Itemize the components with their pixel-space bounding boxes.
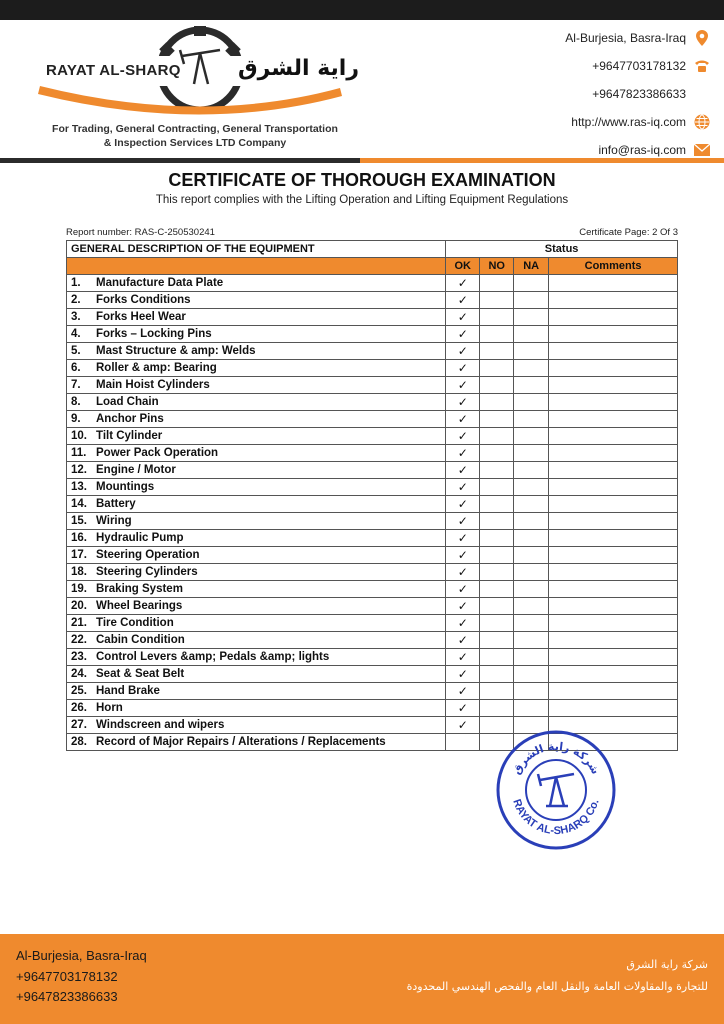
footer-ar-line-1: شركة راية الشرق <box>626 958 708 971</box>
row-item <box>67 683 446 700</box>
table-row <box>67 547 678 564</box>
row-na <box>514 309 549 326</box>
row-label: Tire Condition <box>96 617 174 629</box>
row-no <box>480 462 514 479</box>
table-row <box>67 462 678 479</box>
contact-phone-2-text: +9647823386633 <box>592 87 686 101</box>
row-no <box>480 275 514 292</box>
row-ok: ✓ <box>446 343 480 360</box>
contact-phone-2 <box>510 80 710 108</box>
row-na <box>514 428 549 445</box>
row-no <box>480 411 514 428</box>
envelope-icon <box>694 142 710 158</box>
row-comments <box>549 666 678 683</box>
table-row <box>67 632 678 649</box>
row-no <box>480 615 514 632</box>
row-ok: ✓ <box>446 377 480 394</box>
row-ok: ✓ <box>446 632 480 649</box>
row-label: Hand Brake <box>96 685 160 697</box>
table-row <box>67 411 678 428</box>
row-na <box>514 411 549 428</box>
contact-address <box>510 24 710 52</box>
row-item <box>67 615 446 632</box>
report-number: Report number: RAS-C-250530241 <box>66 227 215 238</box>
row-item <box>67 479 446 496</box>
row-label: Engine / Motor <box>96 464 176 476</box>
row-ok: ✓ <box>446 496 480 513</box>
table-row <box>67 513 678 530</box>
row-no <box>480 496 514 513</box>
contact-block <box>510 24 710 164</box>
row-label: Mast Structure & amp: Welds <box>96 345 256 357</box>
table-row <box>67 360 678 377</box>
row-number: 12. <box>71 464 87 476</box>
row-na <box>514 530 549 547</box>
row-na <box>514 632 549 649</box>
row-label: Roller & amp: Bearing <box>96 362 217 374</box>
table-row <box>67 292 678 309</box>
col-comments: Comments <box>549 258 678 275</box>
row-comments <box>549 496 678 513</box>
subheader-blank <box>67 258 446 275</box>
row-ok: ✓ <box>446 598 480 615</box>
table-row <box>67 683 678 700</box>
footer-ar-line-2: للتجارة والمقاولات العامة والنقل العام والفحص الهندسي المحدودة <box>406 980 708 993</box>
row-ok: ✓ <box>446 666 480 683</box>
row-label: Manufacture Data Plate <box>96 277 224 289</box>
row-label: Load Chain <box>96 396 159 408</box>
row-comments <box>549 360 678 377</box>
row-no <box>480 428 514 445</box>
row-item <box>67 377 446 394</box>
row-ok: ✓ <box>446 564 480 581</box>
row-label: Record of Major Repairs / Alterations / Replacements <box>96 736 386 748</box>
row-label: Main Hoist Cylinders <box>96 379 210 391</box>
row-number: 24. <box>71 668 87 680</box>
globe-icon <box>694 114 710 130</box>
table-row <box>67 343 678 360</box>
row-comments <box>549 547 678 564</box>
header-dark-rule <box>0 158 360 163</box>
row-ok: ✓ <box>446 411 480 428</box>
table-row <box>67 598 678 615</box>
row-comments <box>549 428 678 445</box>
row-item <box>67 513 446 530</box>
table-row <box>67 666 678 683</box>
row-number: 28. <box>71 736 87 748</box>
letterhead <box>0 20 724 160</box>
stamp-text-top: شركة راية الشرق <box>509 739 603 777</box>
row-ok: ✓ <box>446 394 480 411</box>
table-header-row <box>67 241 678 258</box>
row-no <box>480 292 514 309</box>
row-ok: ✓ <box>446 683 480 700</box>
row-comments <box>549 530 678 547</box>
row-item <box>67 360 446 377</box>
table-row <box>67 428 678 445</box>
row-item <box>67 632 446 649</box>
company-stamp <box>494 728 618 852</box>
row-na <box>514 479 549 496</box>
row-no <box>480 394 514 411</box>
row-number: 6. <box>71 362 81 374</box>
footer <box>0 934 724 1024</box>
row-no <box>480 581 514 598</box>
stamp-graphic <box>494 728 618 852</box>
row-no <box>480 326 514 343</box>
row-no <box>480 513 514 530</box>
row-na <box>514 292 549 309</box>
table-row <box>67 377 678 394</box>
row-no <box>480 445 514 462</box>
row-no <box>480 649 514 666</box>
row-label: Power Pack Operation <box>96 447 219 459</box>
row-item <box>67 564 446 581</box>
footer-address: Al-Burjesia, Basra-Iraq <box>16 948 147 963</box>
row-number: 19. <box>71 583 87 595</box>
row-item <box>67 717 446 734</box>
row-no <box>480 700 514 717</box>
table-row <box>67 496 678 513</box>
row-ok: ✓ <box>446 360 480 377</box>
row-number: 8. <box>71 396 81 408</box>
examination-table <box>66 240 678 751</box>
tagline-line-2: & Inspection Services LTD Company <box>103 137 287 149</box>
row-label: Control Levers &amp; Pedals &amp; lights <box>96 651 330 663</box>
row-ok: ✓ <box>446 513 480 530</box>
row-na <box>514 496 549 513</box>
row-comments <box>549 445 678 462</box>
row-number: 16. <box>71 532 87 544</box>
certificate-page: Certificate Page: 2 Of 3 <box>579 227 678 238</box>
row-ok: ✓ <box>446 581 480 598</box>
row-item <box>67 666 446 683</box>
row-ok: ✓ <box>446 309 480 326</box>
row-number: 4. <box>71 328 81 340</box>
row-item <box>67 462 446 479</box>
company-name-ar: راية الشرق <box>238 56 360 81</box>
row-comments <box>549 394 678 411</box>
report-meta <box>66 227 678 238</box>
row-na <box>514 547 549 564</box>
row-item <box>67 734 446 751</box>
row-comments <box>549 292 678 309</box>
row-no <box>480 309 514 326</box>
row-comments <box>549 581 678 598</box>
row-no <box>480 377 514 394</box>
row-item <box>67 530 446 547</box>
row-number: 7. <box>71 379 81 391</box>
row-number: 25. <box>71 685 87 697</box>
row-number: 5. <box>71 345 81 357</box>
row-label: Seat & Seat Belt <box>96 668 185 680</box>
row-no <box>480 530 514 547</box>
row-comments <box>549 598 678 615</box>
row-number: 11. <box>71 447 87 459</box>
row-item <box>67 411 446 428</box>
row-ok: ✓ <box>446 428 480 445</box>
row-item <box>67 581 446 598</box>
row-no <box>480 547 514 564</box>
row-comments <box>549 326 678 343</box>
row-label: Braking System <box>96 583 183 595</box>
contact-email-text[interactable]: info@ras-iq.com <box>598 143 686 157</box>
row-comments <box>549 479 678 496</box>
row-item <box>67 547 446 564</box>
row-ok: ✓ <box>446 530 480 547</box>
row-item <box>67 445 446 462</box>
footer-phone-2: +9647823386633 <box>16 989 118 1004</box>
row-label: Cabin Condition <box>96 634 185 646</box>
row-item <box>67 326 446 343</box>
col-ok: OK <box>446 258 480 275</box>
row-comments <box>549 377 678 394</box>
row-comments <box>549 615 678 632</box>
row-item <box>67 649 446 666</box>
table-row <box>67 309 678 326</box>
row-ok: ✓ <box>446 445 480 462</box>
row-label: Forks – Locking Pins <box>96 328 212 340</box>
row-comments <box>549 275 678 292</box>
row-na <box>514 598 549 615</box>
row-na <box>514 275 549 292</box>
row-ok: ✓ <box>446 326 480 343</box>
row-na <box>514 360 549 377</box>
row-ok: ✓ <box>446 462 480 479</box>
footer-arabic <box>407 954 708 998</box>
page-subtitle: This report complies with the Lifting Operation and Lifting Equipment Regulations <box>155 194 569 206</box>
row-item <box>67 275 446 292</box>
row-number: 14. <box>71 498 87 510</box>
row-no <box>480 598 514 615</box>
footer-phone-1: +9647703178132 <box>16 968 118 984</box>
row-ok: ✓ <box>446 649 480 666</box>
row-label: Hydraulic Pump <box>96 532 184 544</box>
location-pin-icon <box>694 30 710 46</box>
row-na <box>514 666 549 683</box>
header-description: GENERAL DESCRIPTION OF THE EQUIPMENT <box>67 241 446 258</box>
table-subheader-row <box>67 258 678 275</box>
row-comments <box>549 649 678 666</box>
page-title: CERTIFICATE OF THOROUGH EXAMINATION <box>168 170 556 190</box>
row-label: Anchor Pins <box>96 413 164 425</box>
row-label: Battery <box>96 498 136 510</box>
row-comments <box>549 411 678 428</box>
row-item <box>67 496 446 513</box>
contact-phone-1 <box>510 52 710 80</box>
row-number: 17. <box>71 549 87 561</box>
row-item <box>67 309 446 326</box>
table-row <box>67 275 678 292</box>
phone-icon <box>694 58 710 74</box>
row-number: 13. <box>71 481 87 493</box>
row-no <box>480 683 514 700</box>
col-no: NO <box>480 258 514 275</box>
row-number: 21. <box>71 617 87 629</box>
row-number: 10. <box>71 430 87 442</box>
row-na <box>514 700 549 717</box>
company-tagline <box>40 122 350 150</box>
row-no <box>480 632 514 649</box>
row-no <box>480 343 514 360</box>
row-item <box>67 700 446 717</box>
row-number: 26. <box>71 702 87 714</box>
row-no <box>480 564 514 581</box>
row-number: 2. <box>71 294 81 306</box>
table-row <box>67 445 678 462</box>
phone-spacer <box>694 86 710 102</box>
row-label: Steering Cylinders <box>96 566 198 578</box>
row-number: 3. <box>71 311 81 323</box>
row-comments <box>549 632 678 649</box>
row-comments <box>549 513 678 530</box>
row-na <box>514 445 549 462</box>
col-na: NA <box>514 258 549 275</box>
row-na <box>514 683 549 700</box>
table-body <box>67 275 678 751</box>
svg-text:RAYAT AL-SHARQ Co. <box>510 798 601 837</box>
company-logo <box>30 26 360 126</box>
row-no <box>480 666 514 683</box>
table-row <box>67 479 678 496</box>
row-comments <box>549 462 678 479</box>
row-na <box>514 394 549 411</box>
row-comments <box>549 309 678 326</box>
row-label: Horn <box>96 702 123 714</box>
row-comments <box>549 700 678 717</box>
row-number: 22. <box>71 634 87 646</box>
row-ok: ✓ <box>446 292 480 309</box>
row-label: Wheel Bearings <box>96 600 183 612</box>
row-na <box>514 581 549 598</box>
row-ok: ✓ <box>446 615 480 632</box>
row-number: 18. <box>71 566 87 578</box>
row-label: Wiring <box>96 515 132 527</box>
row-ok: ✓ <box>446 479 480 496</box>
footer-contact <box>16 946 147 1008</box>
header-status: Status <box>446 241 678 258</box>
svg-text:شركة راية الشرق <box>510 740 602 777</box>
contact-phone-1-text: +9647703178132 <box>592 59 686 73</box>
table-row <box>67 564 678 581</box>
row-item <box>67 428 446 445</box>
row-number: 15. <box>71 515 87 527</box>
row-na <box>514 649 549 666</box>
row-label: Forks Heel Wear <box>96 311 186 323</box>
contact-address-text: Al-Burjesia, Basra-Iraq <box>565 31 686 45</box>
row-label: Tilt Cylinder <box>96 430 163 442</box>
row-ok: ✓ <box>446 717 480 734</box>
row-na <box>514 564 549 581</box>
top-bar <box>0 0 724 20</box>
row-label: Mountings <box>96 481 155 493</box>
contact-website[interactable] <box>510 108 710 136</box>
row-item <box>67 343 446 360</box>
row-comments <box>549 683 678 700</box>
table-row <box>67 530 678 547</box>
contact-website-text[interactable]: http://www.ras-iq.com <box>571 115 686 129</box>
row-item <box>67 598 446 615</box>
row-label: Forks Conditions <box>96 294 191 306</box>
row-ok <box>446 734 480 751</box>
table-row <box>67 615 678 632</box>
tagline-line-1: For Trading, General Contracting, General Transportation <box>52 123 338 135</box>
row-ok: ✓ <box>446 547 480 564</box>
row-comments <box>549 343 678 360</box>
row-number: 23. <box>71 651 87 663</box>
row-na <box>514 615 549 632</box>
table-row <box>67 394 678 411</box>
row-na <box>514 462 549 479</box>
row-no <box>480 479 514 496</box>
row-na <box>514 326 549 343</box>
stamp-text-bottom: RAYAT AL-SHARQ Co. <box>510 797 602 838</box>
row-item <box>67 394 446 411</box>
row-ok: ✓ <box>446 275 480 292</box>
row-comments <box>549 564 678 581</box>
row-na <box>514 343 549 360</box>
table-row <box>67 326 678 343</box>
row-number: 27. <box>71 719 87 731</box>
row-ok: ✓ <box>446 700 480 717</box>
table-row <box>67 700 678 717</box>
table-row <box>67 581 678 598</box>
row-number: 1. <box>71 277 81 289</box>
row-na <box>514 513 549 530</box>
row-item <box>67 292 446 309</box>
row-label: Steering Operation <box>96 549 200 561</box>
row-number: 9. <box>71 413 81 425</box>
row-na <box>514 377 549 394</box>
table-row <box>67 649 678 666</box>
row-no <box>480 360 514 377</box>
row-number: 20. <box>71 600 87 612</box>
company-name-en: RAYAT AL-SHARQ <box>46 62 181 79</box>
row-label: Windscreen and wipers <box>96 719 225 731</box>
